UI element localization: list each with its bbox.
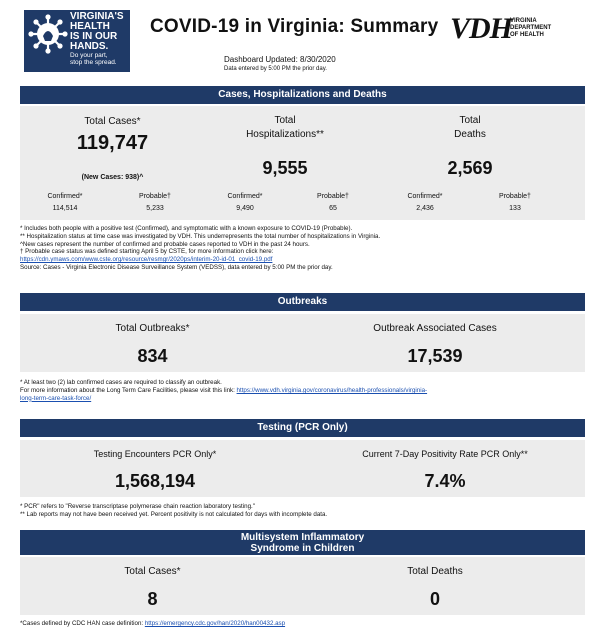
cases-section-header: Cases, Hospitalizations and Deaths xyxy=(20,86,585,104)
ltc-link-cont[interactable]: long-term-care-task-force/ xyxy=(20,394,92,402)
misc-cases-value: 8 xyxy=(147,589,158,609)
total-deaths-value: 2,569 xyxy=(447,158,493,178)
total-outbreaks-label: Total Outbreaks* xyxy=(115,323,190,334)
misc-panel xyxy=(20,557,585,615)
vdh-name: VIRGINIA DEPARTMENT OF HEALTH xyxy=(510,18,552,38)
cdc-han-link[interactable]: https://emergency.cdc.gov/han/2020/han00432.asp xyxy=(144,620,286,627)
deaths-probable-label: Probable† xyxy=(499,193,531,200)
testing-encounters-label: Testing Encounters PCR Only* xyxy=(93,449,217,459)
virginia-health-logo xyxy=(24,10,130,72)
cases-footnotes: * Includes both people with a positive test (Confirmed), and symptomatic with a known exposure to COVID-19 (Probable). ** Hospitalization status at time case was investigated by VDH. This underrepresents the total number of hospitalizations in Virginia. ^New cases represent the number of confirmed and probable cases reported to VDH in the past 24 hours. † Probable case status was defined starting April 5 by CSTE, for more information click here: https://cdn.ymaws.com/www.cste.org/resource/resmgr/2020ps/interim-20-id-01_covid-19.pdf Source: Cases - Virginia Electronic Disease Surveillance System (VEDSS), data entered by 5:00 PM the prior day. xyxy=(20,225,585,272)
hosp-probable-value: 65 xyxy=(329,205,337,212)
outbreaks-section-header: Outbreaks xyxy=(20,293,585,311)
cases-probable-value: 5,233 xyxy=(146,205,164,212)
total-hospitalizations-label: Total Hospitalizations** xyxy=(246,115,324,140)
vdh-letters: VDH xyxy=(450,12,513,45)
hosp-confirmed-value: 9,490 xyxy=(236,205,254,212)
total-outbreaks-value: 834 xyxy=(137,346,168,366)
cases-panel xyxy=(20,106,585,220)
new-cases: (New Cases: 938)^ xyxy=(81,174,144,181)
outbreaks-panel xyxy=(20,314,585,372)
vdh-logo xyxy=(450,12,580,46)
deaths-probable-value: 133 xyxy=(509,205,521,212)
deaths-confirmed-label: Confirmed* xyxy=(407,193,443,200)
cases-confirmed-label: Confirmed* xyxy=(47,193,83,200)
misc-section-header: Multisystem Inflammatory Syndrome in Children xyxy=(20,530,585,555)
page-title: COVID-19 in Virginia: Summary xyxy=(150,16,439,37)
misc-deaths-value: 0 xyxy=(429,589,440,609)
ltc-link[interactable]: https://www.vdh.virginia.gov/coronavirus/health-professionals/virginia- xyxy=(236,386,428,394)
testing-section-header: Testing (PCR Only) xyxy=(20,419,585,437)
data-entered-note: Data entered by 5:00 PM the prior day. xyxy=(224,66,327,72)
cases-confirmed-value: 114,514 xyxy=(52,205,78,212)
dashboard-updated: Dashboard Updated: 8/30/2020 xyxy=(224,55,336,64)
testing-panel xyxy=(20,440,585,497)
misc-deaths-label: Total Deaths xyxy=(407,566,463,577)
hosp-confirmed-label: Confirmed* xyxy=(227,193,263,200)
testing-encounters-value: 1,568,194 xyxy=(114,471,196,491)
total-deaths-label: Total Deaths xyxy=(454,115,486,140)
total-hospitalizations-value: 9,555 xyxy=(262,158,308,178)
logo-text: VIRGINIA'S HEALTH IS IN OUR HANDS. xyxy=(70,11,124,52)
misc-cases-label: Total Cases* xyxy=(124,566,181,577)
positivity-rate-label: Current 7-Day Positivity Rate PCR Only** xyxy=(362,449,528,459)
cases-probable-label: Probable† xyxy=(139,193,171,200)
testing-footnotes: * PCR" refers to "Reverse transcriptase polymerase chain reaction laboratory testing." ** Lab reports may not have been received yet. Percent positivity is not calculated for days with incomplete data. xyxy=(20,503,328,518)
outbreak-cases-label: Outbreak Associated Cases xyxy=(373,323,497,334)
outbreaks-footnotes: * At least two (2) lab confirmed cases are required to classify an outbreak. For more information about the Long Term Care Facilities, please visit this link: https://www.vdh.virginia.gov/coronavirus/health-professionals/virginia- long-term-care-task-force/ xyxy=(20,379,585,402)
hosp-probable-label: Probable† xyxy=(317,193,349,200)
total-cases-value: 119,747 xyxy=(76,132,149,154)
total-cases-label: Total Cases* xyxy=(84,116,141,127)
logo-tagline: Do your part, stop the spread. xyxy=(70,52,117,66)
positivity-rate-value: 7.4% xyxy=(424,471,466,491)
virus-icon xyxy=(28,14,68,54)
deaths-confirmed-value: 2,436 xyxy=(416,205,434,212)
misc-footnote: *Cases defined by CDC HAN case definition: https://emergency.cdc.gov/han/2020/han00432.asp xyxy=(20,620,286,627)
cste-link[interactable]: https://cdn.ymaws.com/www.cste.org/resource/resmgr/2020ps/interim-20-id-01_covid-19.pdf xyxy=(20,256,273,264)
outbreak-cases-value: 17,539 xyxy=(407,346,463,366)
